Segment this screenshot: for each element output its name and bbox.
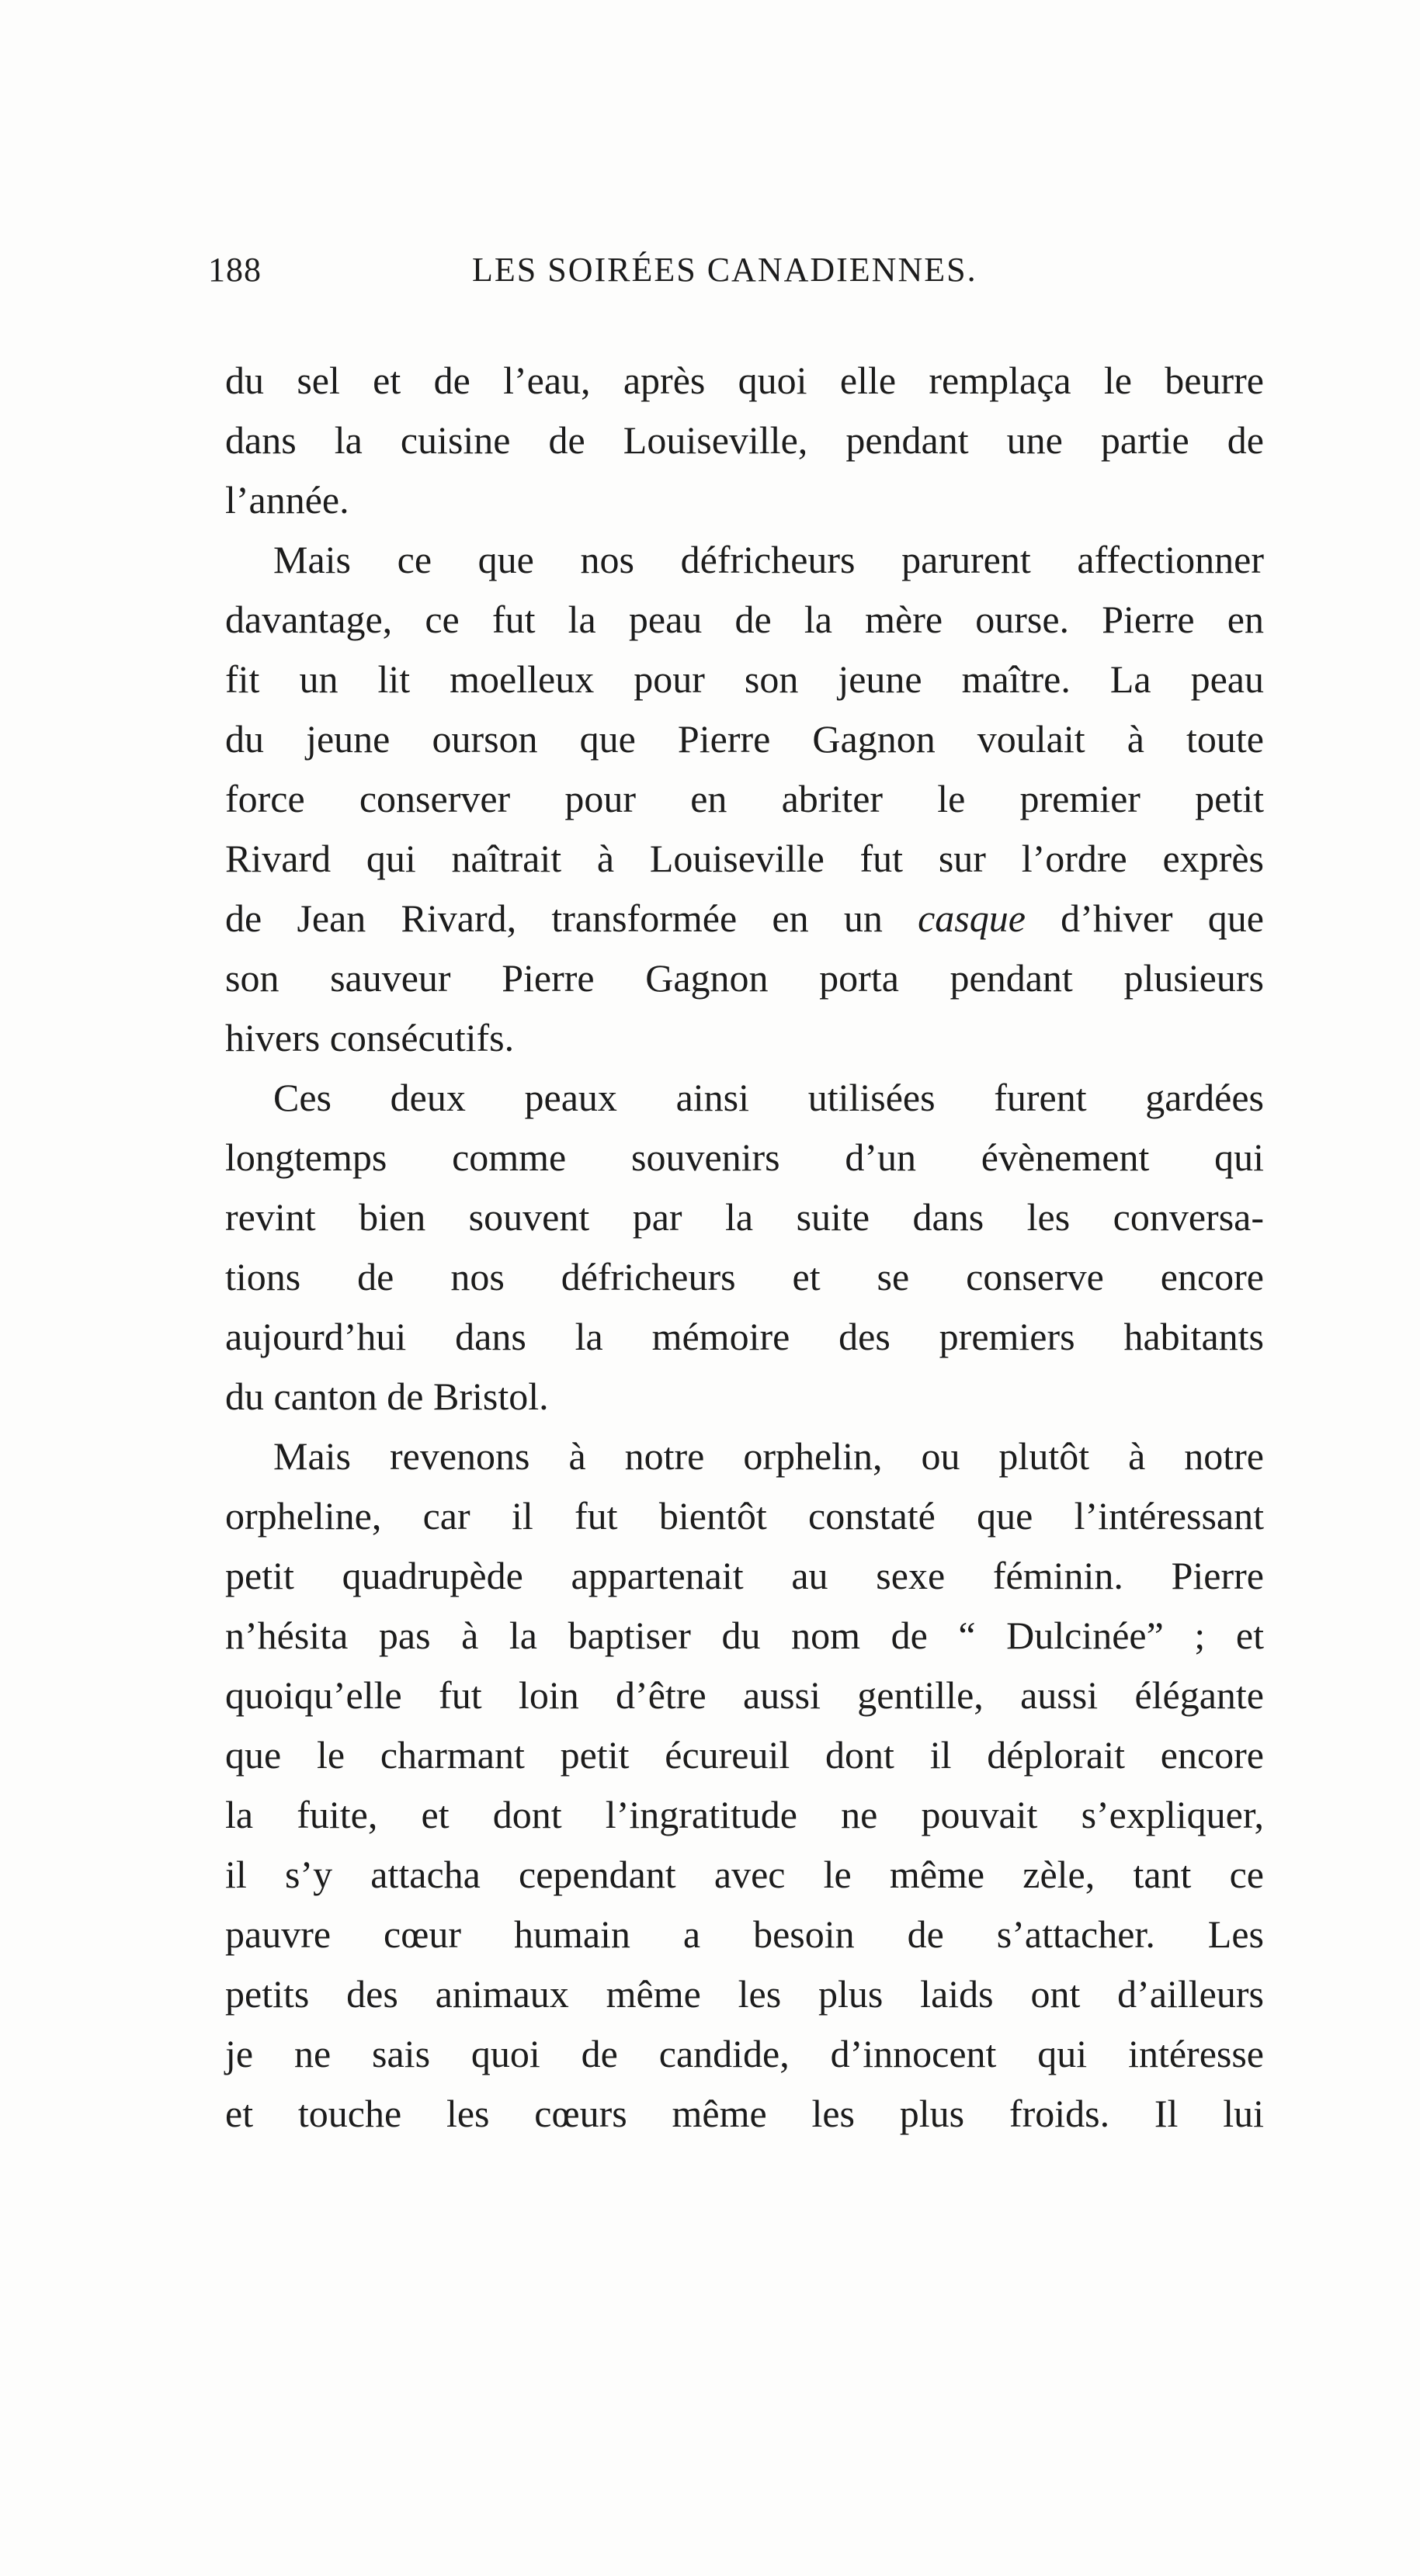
text-line: je ne sais quoi de candide, d’innocent qui intéresse xyxy=(225,2032,1264,2075)
text-line: du sel et de l’eau, après quoi elle remplaça le beurre xyxy=(225,359,1264,402)
running-title: LES SOIRÉES CANADIENNES. xyxy=(472,251,977,289)
text-line: n’hésita pas à la baptiser du nom de “ Dulcinée” ; et xyxy=(225,1614,1264,1657)
text-line: petits des animaux même les plus laids ont d’ailleurs xyxy=(225,1972,1264,2016)
text-segment: de Jean Rivard, transformée en un xyxy=(225,896,883,940)
text-line: revint bien souvent par la suite dans les conversa- xyxy=(225,1195,1264,1239)
page-number: 188 xyxy=(208,251,262,289)
text-line: il s’y attacha cependant avec le même zèle, tant ce xyxy=(225,1853,1264,1896)
text-line: Mais revenons à notre orphelin, ou plutôt à notre xyxy=(273,1434,1264,1478)
text-line: fit un lit moelleux pour son jeune maître. La peau xyxy=(225,657,1264,701)
body-text xyxy=(225,351,1264,2144)
text-line: longtemps comme souvenirs d’un évènement qui xyxy=(225,1135,1264,1179)
text-line: Mais ce que nos défricheurs parurent affectionner xyxy=(273,538,1264,581)
text-line: quoiqu’elle fut loin d’être aussi gentille, aussi élégante xyxy=(225,1673,1264,1717)
text-line: et touche les cœurs même les plus froids. Il lui xyxy=(225,2092,1264,2135)
text-line: du canton de Bristol. xyxy=(225,1375,549,1418)
text-line: dans la cuisine de Louiseville, pendant une partie de xyxy=(225,418,1264,462)
text-line: davantage, ce fut la peau de la mère ourse. Pierre en xyxy=(225,598,1264,641)
text-line: petit quadrupède appartenait au sexe féminin. Pierre xyxy=(225,1554,1264,1597)
page-header xyxy=(208,250,1272,296)
text-line: Rivard qui naîtrait à Louiseville fut sur l’ordre exprès xyxy=(225,837,1264,880)
text-line: aujourd’hui dans la mémoire des premiers habitants xyxy=(225,1315,1264,1358)
text-line: tions de nos défricheurs et se conserve encore xyxy=(225,1255,1264,1298)
text-line: son sauveur Pierre Gagnon porta pendant plusieurs xyxy=(225,956,1264,1000)
text-line: pauvre cœur humain a besoin de s’attacher. Les xyxy=(225,1912,1264,1956)
text-line: la fuite, et dont l’ingratitude ne pouvait s’expliquer, xyxy=(225,1793,1264,1836)
text-segment: d’hiver que xyxy=(1061,896,1264,940)
text-line: hivers consécutifs. xyxy=(225,1016,515,1059)
text-line: force conserver pour en abriter le premier petit xyxy=(225,777,1264,820)
text-line: que le charmant petit écureuil dont il déplorait encore xyxy=(225,1733,1264,1777)
text-line-with-italic xyxy=(225,889,1264,948)
text-line: l’année. xyxy=(225,478,349,522)
italic-word: casque xyxy=(918,896,1026,940)
text-line: Ces deux peaux ainsi utilisées furent gardées xyxy=(273,1076,1264,1119)
text-line: du jeune ourson que Pierre Gagnon voulait à toute xyxy=(225,717,1264,761)
text-line: orpheline, car il fut bientôt constaté que l’intéressant xyxy=(225,1494,1264,1538)
